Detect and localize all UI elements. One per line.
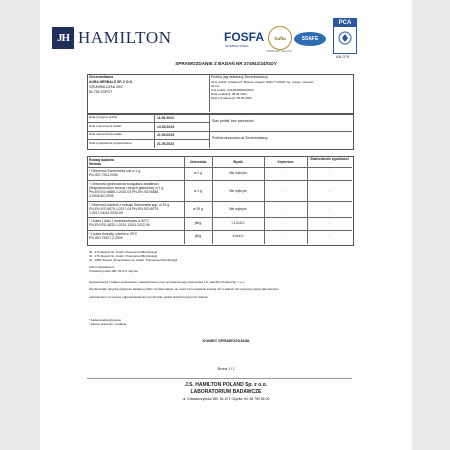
row-3-test: * Obecność bakterii z rodzaju Salmonella spp. w 25 g	[89, 203, 170, 207]
client-city: 81-754 SOPOT	[89, 90, 113, 94]
row-3-unit: w 25 g	[193, 207, 203, 211]
row-3-conformity: -	[328, 207, 331, 211]
date-issued-label: Data wystawienia sprawozdania	[89, 141, 132, 145]
page-number: Strona 1 / 1	[217, 367, 235, 371]
pca-label: PCA	[334, 19, 356, 27]
sample-state: Stan próbki: bez zastrzeżeń	[212, 119, 254, 123]
row-3-method-2: 1:2017-04/A1:2020-09	[89, 211, 123, 215]
row-1-criterion: -	[284, 171, 287, 175]
footer-company: J.S. HAMILTON POLAND Sp. z o.o.	[184, 382, 268, 388]
row-2-result: Nie wykryto	[229, 189, 247, 193]
gafta-seal-subtitle: APPROVED ANALYST	[266, 50, 292, 53]
row-5-method: PN-ISO 21527-2:2009	[89, 236, 123, 240]
row-2-conformity: -	[328, 189, 331, 193]
header-method: Metoda	[89, 162, 101, 166]
note-1: ID - 176 Skupnii ltc. Analiz, Pracownia Mikrobiologii	[89, 250, 158, 254]
footnote-approval: Sprawozdanie z badań opracowane i zatwierdzone przez upoważnionego pracownika J.S. Hamilton Poland Sp. z o.o.	[89, 280, 246, 284]
row-5-criterion: -	[284, 234, 287, 238]
row-3-result: Nie wykryto	[229, 207, 247, 211]
gafta-seal: Gafta	[268, 26, 292, 50]
row-2-criterion: -	[284, 189, 287, 193]
report-title: SPRAWOZDANIE Z BADAŃ NR 274941/24/GDY	[175, 61, 277, 66]
note-2: ID - 176 Skupnii ltc. Analiz, Pracownia Mikrobiologii	[89, 254, 158, 258]
row-4-conformity: -	[328, 221, 331, 225]
client-label: Zleceniodawca	[89, 75, 114, 79]
footnote-accredited: * badania akredytowane	[89, 318, 122, 322]
row-2-method-2: 3:2004/AC:2005	[89, 194, 114, 198]
footnote-results-scope: Wyniki badań dotyczą wyłącznie badanej próbki. Sprawozdanie nie może być powielane inaczej niż w całości bez pisemnej zgody laboratorium.	[89, 287, 280, 291]
client-name: AURA HERBALS SP. Z O.O.	[89, 80, 134, 84]
pca-number: AB 079	[336, 54, 350, 59]
row-4-test: * Liczba ( ilość ) drobnoustrojów w 30°C	[89, 219, 149, 223]
row-2-test-2: (Staphylococcus aureus i innych gatunków) w 1 g	[89, 186, 164, 190]
footnote-sampling: Laboratorium nie ponosi odpowiedzialności za pobranie próbki dostarczonej przez klienta.	[89, 295, 209, 299]
header-result: Wynik	[233, 160, 243, 164]
date-end-value: 21.05.2024	[157, 133, 174, 137]
client-street: GRUNWALDZKA 49/2	[89, 85, 123, 89]
row-2-method: PN-EN ISO 6888-1:2022-03 PN-EN ISO 6888-	[89, 190, 160, 194]
sample-best-before: Data przydatności: 08.05.2026	[211, 96, 252, 100]
sample-description: Opis próbki: Colladrop® Beauty, kolagen HMG™ 10000 mg, mango, saszetki	[211, 80, 314, 84]
sample-origin: Próbka otrzymana od Zleceniodawcy	[212, 136, 268, 140]
pca-emblem-icon	[334, 27, 356, 49]
row-4-result: <1,0x10¹	[231, 221, 245, 225]
address-label: Adres laboratorium:	[89, 265, 116, 269]
date-end-label: Data zakończenia badań	[89, 132, 123, 136]
row-2-unit: w 1 g	[193, 189, 203, 193]
row-1-result: Nie wykryto	[229, 171, 247, 175]
row-4-method: PN-EN ISO 4833-1:2013-12/A1:2022-06	[89, 223, 150, 227]
row-4-unit: jtk/g	[194, 221, 202, 225]
header-conformity: Stwierdzenie zgodności	[310, 157, 349, 161]
row-1-method: PN-ISO 7251:2006	[89, 173, 118, 177]
hamilton-logo	[52, 27, 172, 49]
date-start-value: 13.05.2024	[157, 125, 174, 129]
ssafe-logo: SSAFE	[294, 32, 326, 46]
date-received-label: Data przyjęcia próbki	[89, 115, 118, 119]
row-4-criterion: -	[284, 221, 287, 225]
header-test-type: Rodzaj badania	[89, 158, 114, 162]
date-received-value: 11.05.2024	[157, 116, 174, 120]
row-1-test: * Obecność Escherichia coli w 1 g	[89, 169, 141, 173]
sample-label: Próbka (wg deklaracji Zleceniodawcy)	[211, 75, 268, 79]
row-2-test: * Obecność gronkowców koagulazo-dodatnich	[89, 182, 159, 186]
row-1-unit: w 1 g	[193, 171, 203, 175]
pca-accreditation-mark	[333, 18, 357, 54]
header-criterion: Kryterium	[277, 160, 294, 164]
footnote-scope: ¹ Zakres pracowni - badania	[89, 322, 127, 326]
sample-production-date: Data produkcji: 08.05.2024	[211, 92, 247, 96]
row-5-conformity: -	[328, 234, 331, 238]
hamilton-logo-text: HAMILTON	[78, 28, 172, 47]
end-of-report: KONIEC SPRAWOZDANIA	[202, 339, 250, 343]
date-start-label: Data rozpoczęcia badań	[89, 124, 122, 128]
sample-code: Kod próbki: COLBM/08/05/2024	[211, 88, 254, 92]
address-value: Chwaszczyńska 180, 81-571 Gdynia	[89, 269, 138, 273]
row-3-criterion: -	[284, 207, 287, 211]
fosfa-logo: FOSFA	[224, 30, 265, 44]
hamilton-logo-mark: JH	[52, 27, 74, 49]
row-5-result: 4,0x10¹	[232, 234, 244, 238]
row-5-unit: jtk/g	[194, 234, 202, 238]
row-1-conformity: -	[328, 171, 331, 175]
footer-address: ul. Chwaszczyńska 180, 81-571 Gdynia, tel. 58 769 66 00	[182, 397, 270, 401]
header-unit: Jednostka	[189, 160, 207, 164]
fosfa-logo-subtitle: INTERNATIONAL	[225, 44, 249, 48]
row-5-test: * Liczba drożdży i pleśni w 25°C	[89, 232, 138, 236]
note-3: ID - 1865 Skupnii Opracowanie ltc. Analiz, Pracownia Mikrobiologii	[89, 258, 178, 262]
sample-description-2: 30 szt.	[211, 84, 220, 88]
date-issued-value: 21.05.2024	[157, 142, 174, 146]
row-3-method: PN-EN ISO 6579-1:2017-04 PN-EN ISO 6579-	[89, 207, 160, 211]
footer-lab: LABORATORIUM BADAWCZE	[190, 389, 262, 395]
